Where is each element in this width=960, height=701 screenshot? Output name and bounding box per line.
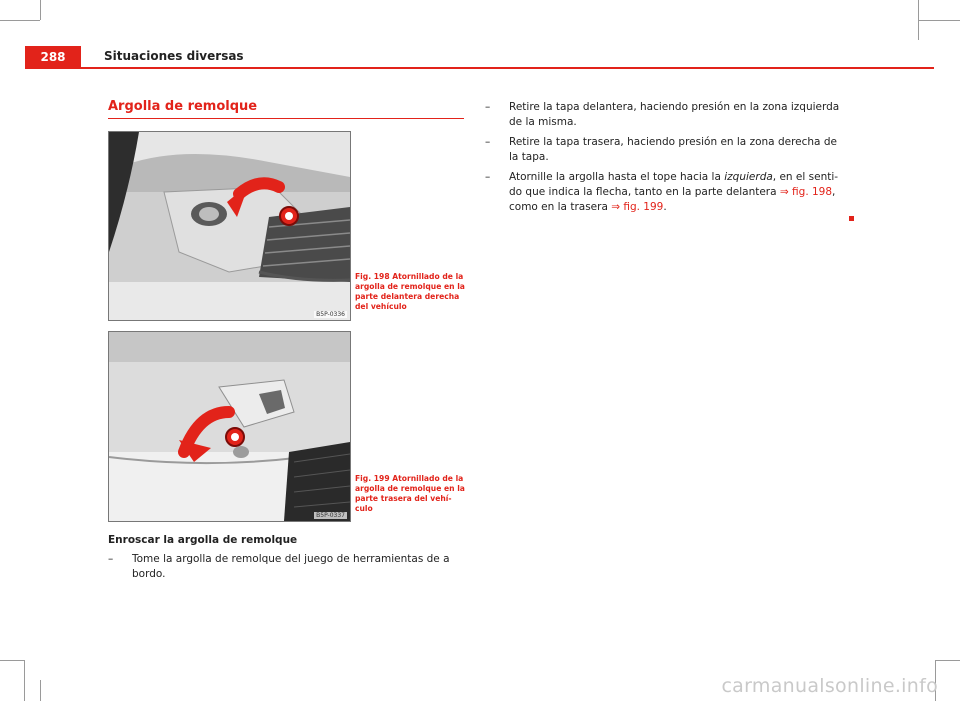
crop-mark (40, 680, 41, 701)
text-segment: . (663, 201, 667, 213)
crop-mark (0, 20, 40, 21)
list-dash: – (485, 101, 491, 113)
figure-198-image (108, 131, 351, 321)
list-item-text: Tome la argolla de remolque del juego de herramientas de a bordo. (132, 553, 450, 580)
list-item-text: Retire la tapa trasera, haciendo presión en la zona derecha de la tapa. (509, 136, 837, 163)
crop-mark (935, 660, 960, 661)
list-dash: – (485, 171, 491, 183)
list-item (108, 552, 453, 582)
figure-code: B5P-0336 (316, 311, 345, 318)
crop-mark (918, 20, 960, 21)
figure-code: B5P-0337 (316, 512, 345, 519)
left-instruction-list (108, 552, 453, 587)
list-item (485, 170, 845, 215)
header-rule (25, 67, 934, 69)
section-title: Argolla de remolque (108, 99, 258, 114)
crop-mark (40, 0, 41, 20)
list-dash: – (485, 136, 491, 148)
crop-mark (918, 20, 919, 40)
rear-bumper-illustration (109, 332, 350, 521)
section-rule (108, 118, 464, 119)
crop-mark (24, 660, 25, 701)
text-segment: , en el sentido que indica la flecha, tanto en la parte delantera (509, 171, 839, 198)
front-bumper-illustration (109, 132, 350, 320)
text-segment: Atornille la argolla hasta el tope hacia la (509, 171, 725, 183)
figure-199-link[interactable]: ⇒ fig. 199 (611, 201, 664, 213)
section-end-marker (849, 216, 854, 221)
emphasis-text: izquierda (724, 171, 773, 183)
figure-199-caption: Fig. 199 Atornillado de la argolla de remolque en la parte trasera del vehículo (355, 474, 465, 513)
list-item-text: Retire la tapa delantera, haciendo presión en la zona izquierda de la misma. (509, 101, 840, 128)
figure-199-image (108, 331, 351, 522)
watermark: carmanualsonline.info (721, 675, 938, 697)
list-dash: – (108, 553, 114, 565)
chapter-title: Situaciones diversas (104, 49, 244, 63)
figure-198-caption: Fig. 198 Atornillado de la argolla de remolque en la parte delantera derecha del vehículo (355, 272, 465, 311)
subheading: Enroscar la argolla de remolque (108, 534, 298, 546)
figure-198-link[interactable]: ⇒ fig. 198 (779, 186, 833, 198)
right-instruction-list (485, 100, 845, 220)
list-item-text (509, 171, 838, 213)
page-number: 288 (25, 46, 81, 68)
crop-mark (918, 0, 919, 20)
list-item (485, 100, 845, 130)
crop-mark (0, 660, 24, 661)
text-segment: , como en la trasera (509, 186, 836, 213)
list-item (485, 135, 845, 165)
